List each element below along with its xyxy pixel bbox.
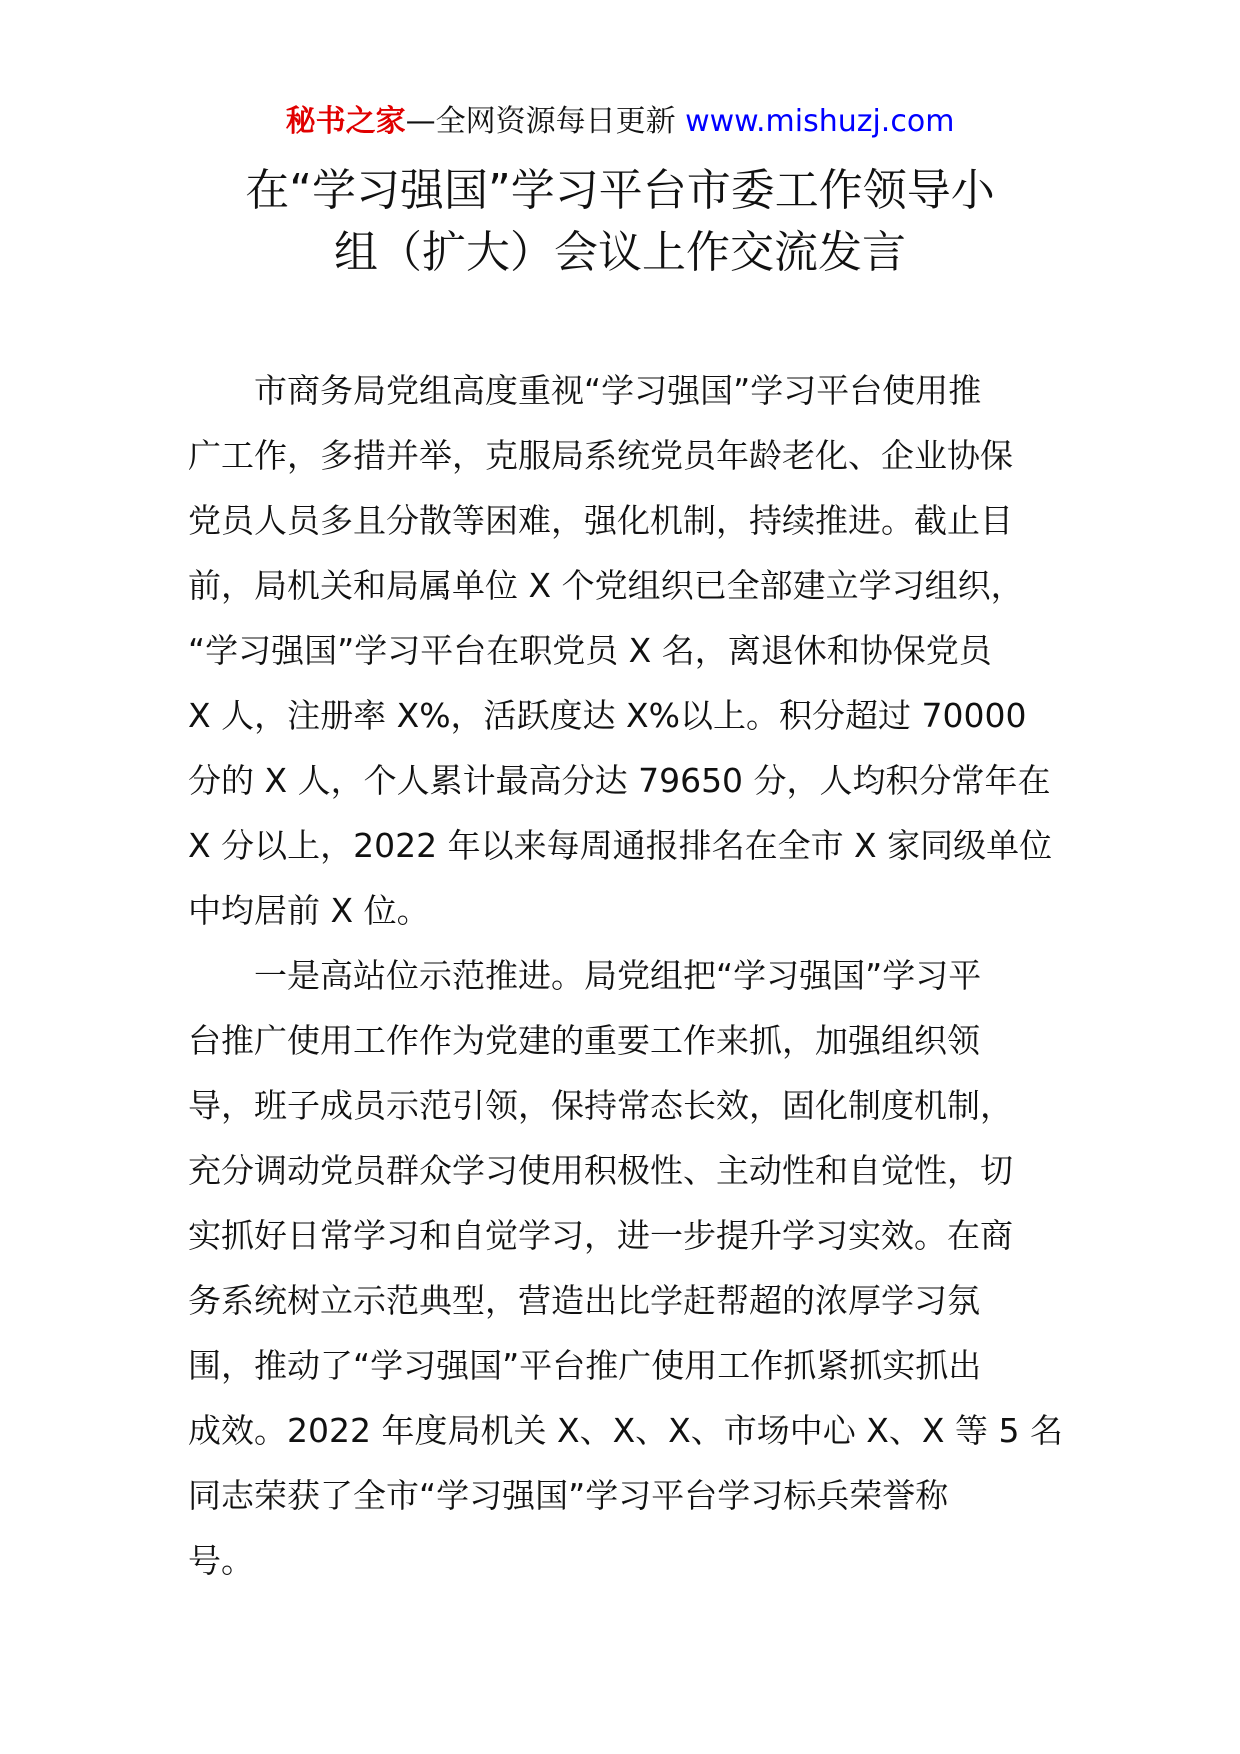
text-line: 分的 X 人，个人累计最高分达 79650 分，人均积分常年在 <box>188 761 1051 800</box>
text-line: 实抓好日常学习和自觉学习，进一步提升学习实效。在商 <box>188 1216 1013 1255</box>
text-line: 广工作，多措并举，克服局系统党员年龄老化、企业协保 <box>188 436 1013 475</box>
text-line: 务系统树立示范典型，营造出比学赶帮超的浓厚学习氛 <box>188 1281 980 1320</box>
site-url-link[interactable]: www.mishuzj.com <box>675 104 955 139</box>
paragraph-1 <box>188 358 1068 943</box>
text-line: 一是高站位示范推进。局党组把“学习强国”学习平 <box>254 956 982 995</box>
document-title <box>0 160 1240 284</box>
text-line: 围，推动了“学习强国”平台推广使用工作抓紧抓实抓出 <box>188 1346 982 1385</box>
brand-name: 秘书之家 <box>285 104 406 139</box>
text-line: 台推广使用工作作为党建的重要工作来抓，加强组织领 <box>188 1021 980 1060</box>
text-line: X 人，注册率 X%，活跃度达 X%以上。积分超过 70000 <box>188 696 1027 735</box>
text-line: “学习强国”学习平台在职党员 X 名，离退休和协保党员 <box>188 631 992 670</box>
paragraph-2 <box>188 943 1068 1593</box>
text-line: 党员人员多且分散等困难，强化机制，持续推进。截止目 <box>188 501 1013 540</box>
text-line: 同志荣获了全市“学习强国”学习平台学习标兵荣誉称 <box>188 1476 949 1515</box>
text-line: X 分以上，2022 年以来每周通报排名在全市 X 家同级单位 <box>188 826 1053 865</box>
text-line: 前，局机关和局属单位 X 个党组织已全部建立学习组织， <box>188 566 1024 605</box>
text-line: 市商务局党组高度重视“学习强国”学习平台使用推 <box>254 371 982 410</box>
site-header <box>0 102 1240 142</box>
text-line: 充分调动党员群众学习使用积极性、主动性和自觉性，切 <box>188 1151 1013 1190</box>
text-line: 中均居前 X 位。 <box>188 891 430 930</box>
header-tagline: —全网资源每日更新 <box>405 104 676 139</box>
title-line-1: 在“学习强国”学习平台市委工作领导小 <box>245 165 995 216</box>
text-line: 号。 <box>188 1541 254 1580</box>
title-line-2: 组（扩大）会议上作交流发言 <box>334 227 906 278</box>
text-line: 成效。2022 年度局机关 X、X、X、市场中心 X、X 等 5 名 <box>188 1411 1063 1450</box>
text-line: 导，班子成员示范引领，保持常态长效，固化制度机制， <box>188 1086 1013 1125</box>
document-body <box>188 358 1068 1593</box>
